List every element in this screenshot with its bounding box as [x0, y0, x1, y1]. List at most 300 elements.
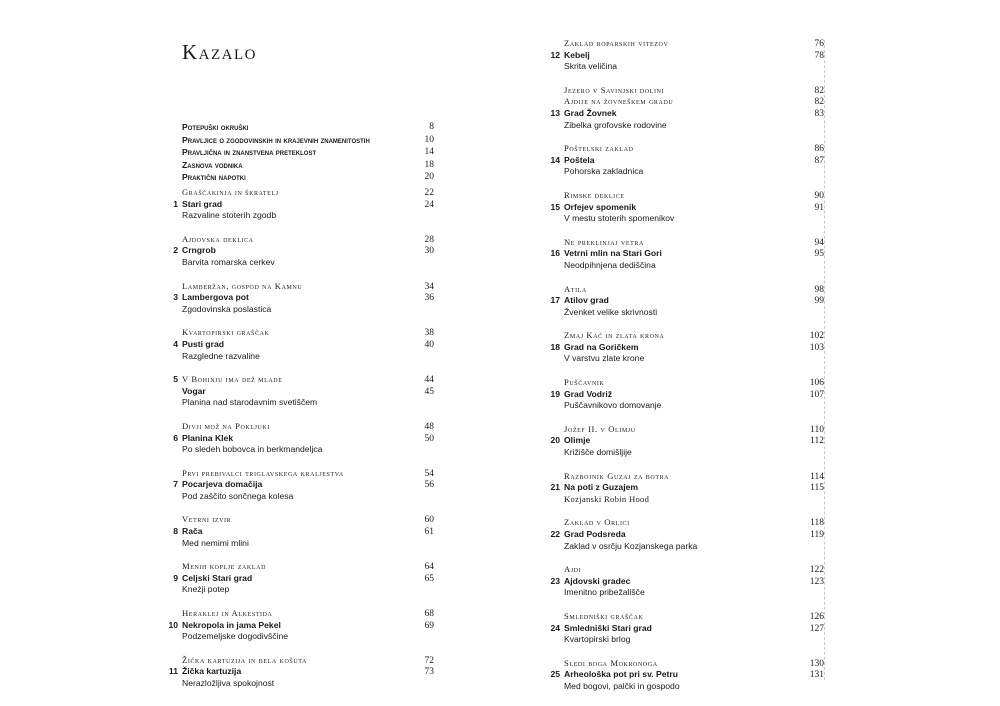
toc-row-label: [168, 666, 242, 678]
toc-group: [173, 467, 434, 503]
toc-group: [173, 514, 434, 549]
place-subtitle: Pohorska zakladnica: [564, 166, 644, 177]
place-subtitle: Razvaline stoterih zgodb: [182, 210, 277, 221]
toc-group: [173, 187, 434, 222]
toc-row-place[interactable]: [550, 388, 824, 401]
toc-row-place[interactable]: [550, 529, 824, 541]
toc-row-label: [182, 655, 307, 667]
toc-row-story[interactable]: [564, 284, 824, 296]
entry-number: 10: [168, 619, 178, 630]
entry-number: 15: [550, 201, 560, 212]
toc-row-place[interactable]: [173, 479, 434, 491]
page-number: 8: [429, 122, 434, 132]
page-number: 83: [814, 108, 824, 119]
toc-row-sub: [182, 491, 434, 503]
toc-row-sub: [182, 257, 434, 269]
toc-row-label: [564, 494, 649, 506]
toc-row-label: [182, 631, 288, 643]
toc-group: [550, 143, 824, 178]
toc-row-story[interactable]: [564, 85, 824, 97]
entry-number: 9: [173, 572, 178, 583]
page-number: 114: [810, 471, 824, 482]
place-subtitle: Neodpihnjena dediščina: [564, 259, 656, 270]
story-title: Poštelski zaklad: [564, 143, 634, 154]
toc-row-place[interactable]: [168, 619, 434, 632]
place-name: Pocarjeva domačija: [182, 479, 263, 490]
toc-row-story[interactable]: [564, 517, 824, 529]
toc-row-sub: [564, 213, 824, 225]
place-subtitle: Kvartopirski brlog: [564, 634, 631, 645]
place-subtitle: Žvenket velike skrivnosti: [564, 306, 658, 317]
toc-row-label: [182, 678, 274, 690]
place-name: Grad Vodriž: [564, 388, 613, 399]
toc-row-label: [182, 561, 266, 573]
page-number: 22: [424, 188, 434, 198]
toc-group: [173, 233, 434, 269]
page-number: 82: [814, 97, 824, 108]
toc-row-label: [564, 634, 630, 646]
page-number: 40: [424, 339, 434, 350]
toc-row-label: [564, 517, 630, 529]
entry-number: 24: [550, 622, 560, 633]
page-number: 130: [809, 658, 824, 669]
toc-row-label: [550, 295, 609, 307]
toc-row-label: [182, 386, 206, 398]
toc-row-label: [182, 351, 260, 363]
toc-row-label: [550, 669, 678, 681]
toc-row-story[interactable]: [564, 564, 824, 576]
toc-row-place[interactable]: [182, 386, 434, 398]
page-edge-divider: [824, 40, 825, 680]
toc-row-story[interactable]: [564, 38, 824, 50]
toc-row-story[interactable]: [564, 471, 824, 483]
story-title: Zaklad v Orlici: [564, 517, 630, 528]
toc-group: [550, 377, 824, 412]
right-page: [500, 0, 1000, 706]
page-number: 44: [424, 375, 434, 386]
intro-entry[interactable]: [182, 159, 434, 172]
page-number: 64: [424, 562, 434, 573]
place-subtitle: Zibelka grofovske rodovine: [564, 119, 667, 130]
toc-row-story[interactable]: [182, 187, 434, 199]
toc-column-left: [168, 187, 434, 702]
toc-row-label: [564, 284, 587, 296]
toc-row-story[interactable]: [182, 421, 434, 433]
page-number: 94: [814, 237, 824, 248]
story-title: Zaklad roparskih vitezov: [564, 38, 669, 48]
toc-row-story[interactable]: [182, 514, 434, 526]
toc-row-label: [182, 187, 279, 199]
entry-number: 7: [173, 479, 178, 490]
place-subtitle: Podzemeljske dogodivščine: [182, 631, 289, 642]
toc-row-label: [173, 338, 225, 351]
page-number: 127: [809, 623, 824, 634]
toc-row-sub: [182, 538, 434, 550]
place-name: Grad Podsreda: [564, 529, 626, 539]
toc-row-sub: [182, 351, 434, 363]
toc-group: [173, 374, 434, 409]
toc-row-label: [564, 587, 645, 599]
toc-row-place[interactable]: [550, 622, 824, 635]
toc-row-story[interactable]: [564, 330, 824, 342]
page-number: 131: [809, 670, 824, 681]
toc-row-label: [182, 421, 270, 433]
intro-entry[interactable]: [182, 146, 434, 159]
toc-row-story[interactable]: [564, 424, 824, 436]
place-name: Na poti z Guzajem: [564, 482, 639, 493]
page-number: 34: [424, 281, 434, 292]
place-subtitle: Zgodovinska poslastica: [182, 303, 272, 314]
toc-row-label: [550, 622, 652, 635]
toc-row-place[interactable]: [550, 575, 824, 588]
toc-row-label: [182, 281, 302, 293]
place-name: Stari grad: [182, 198, 223, 209]
place-subtitle: Imenitno pribežališče: [564, 587, 645, 598]
place-name: Nekropola in jama Pekel: [182, 619, 281, 630]
story-title: Menih koplje zaklad: [182, 561, 266, 572]
story-title: Atila: [564, 283, 587, 294]
toc-row-story[interactable]: [182, 281, 434, 293]
story-title: Ajdi: [564, 564, 582, 575]
place-name: Lambergova pot: [182, 292, 249, 303]
toc-row-story[interactable]: [564, 377, 824, 389]
place-subtitle: Planina nad starodavnim svetiščem: [182, 397, 318, 408]
toc-row-place[interactable]: [550, 154, 824, 167]
toc-row-place[interactable]: [550, 669, 824, 681]
story-title: Lamberžan, gospod na Kamnu: [182, 280, 303, 291]
story-title: Zmaj Kač in zlata krona: [564, 330, 665, 341]
toc-group: [173, 327, 434, 362]
toc-row-label: [173, 432, 234, 445]
story-title: Puščavnik: [564, 377, 605, 388]
place-name: Žička kartuzija: [182, 666, 242, 677]
toc-row-sub: [564, 307, 824, 319]
page-number: 82: [814, 85, 824, 96]
entry-number: 23: [550, 575, 560, 586]
toc-row-story[interactable]: [182, 655, 434, 667]
toc-row-label: [182, 468, 344, 480]
page-number: 65: [424, 573, 434, 584]
page-number: 45: [424, 386, 434, 397]
toc-row-story[interactable]: [564, 611, 824, 623]
place-name: Arheološka pot pri sv. Petru: [564, 669, 678, 680]
toc-row-label: [173, 526, 203, 538]
page-number: 56: [424, 480, 434, 491]
toc-row-label: [564, 61, 617, 73]
toc-row-label: [550, 435, 591, 447]
toc-group: [550, 330, 824, 365]
toc-row-label: [182, 444, 322, 456]
place-name: Rača: [182, 526, 203, 537]
toc-row-label: [173, 374, 283, 386]
story-title: Ajdije na žovneškem gradu: [564, 96, 674, 107]
toc-row-label: [173, 572, 253, 585]
toc-row-place[interactable]: [550, 482, 824, 494]
page-number: 61: [424, 527, 434, 538]
toc-row-label: [564, 424, 636, 436]
page-number: 122: [809, 565, 824, 576]
entry-number: 3: [173, 292, 178, 303]
intro-entry-title: Praktični napotki: [182, 172, 246, 182]
entry-number: 19: [550, 388, 560, 399]
toc-row-label: [564, 143, 634, 155]
page-number: 10: [424, 134, 434, 145]
toc-row-label: [182, 397, 317, 409]
page-number: 30: [424, 246, 434, 257]
page-number: 119: [810, 530, 824, 540]
entry-number: 12: [550, 49, 560, 60]
toc-row-sub: [564, 353, 824, 365]
toc-row-label: [564, 658, 658, 670]
toc-group: [550, 564, 824, 599]
toc-group: [173, 280, 434, 316]
toc-row-place[interactable]: [550, 435, 824, 447]
toc-row-sub: [182, 304, 434, 316]
toc-row-sub: [564, 260, 824, 272]
toc-column-right: [550, 38, 824, 705]
page-number: 110: [810, 424, 824, 435]
toc-row-sub: [564, 400, 824, 412]
toc-row-label: [564, 120, 667, 132]
toc-row-place[interactable]: [550, 49, 824, 62]
toc-row-label: [564, 541, 697, 553]
place-subtitle: Puščavnikovo domovanje: [564, 400, 662, 411]
toc-row-label: [550, 341, 639, 354]
place-name: Vetrni mlin na Stari Gori: [564, 248, 662, 259]
toc-group: [550, 657, 824, 693]
toc-row-story[interactable]: [564, 237, 824, 249]
entry-number: 4: [173, 338, 178, 349]
toc-row-story[interactable]: [182, 468, 434, 480]
page-number: 50: [424, 433, 434, 444]
place-name: Grad Žovnek: [564, 107, 617, 118]
toc-row-sub: [564, 494, 824, 506]
place-name: Vogar: [182, 385, 206, 396]
toc-row-story[interactable]: [182, 608, 434, 620]
intro-entry[interactable]: [182, 171, 434, 184]
toc-row-place[interactable]: [173, 292, 434, 304]
toc-row-sub: [564, 541, 824, 553]
story-title: Razbojnik Guzaj za botra: [564, 470, 670, 481]
place-subtitle: Kozjanski Robin Hood: [564, 493, 650, 504]
story-title: Sledi boga Mokronoga: [564, 657, 658, 668]
toc-row-label: [564, 307, 657, 319]
entry-number: 17: [550, 295, 560, 306]
place-subtitle: Nerazložljiva spokojnost: [182, 678, 275, 688]
toc-group: [550, 517, 824, 552]
page-number: 76: [814, 39, 824, 49]
toc-row-place[interactable]: [550, 295, 824, 307]
toc-row-label: [564, 260, 656, 272]
intro-entry[interactable]: [182, 134, 434, 147]
entry-number: 20: [550, 435, 560, 446]
entry-number: 14: [550, 154, 560, 165]
toc-row-label: [182, 491, 293, 503]
toc-row-sub: [182, 397, 434, 409]
place-name: Planina Klek: [182, 432, 234, 443]
page-number: 99: [814, 296, 824, 307]
intro-entry[interactable]: [182, 121, 434, 134]
toc-row-place[interactable]: [550, 341, 824, 354]
toc-row-label: [182, 514, 231, 526]
toc-group: [550, 38, 824, 73]
toc-row-place[interactable]: [550, 107, 824, 120]
toc-group: [168, 654, 434, 690]
toc-row-sub: [564, 681, 824, 693]
toc-row-sub: [564, 634, 824, 646]
toc-row-label: [564, 611, 643, 623]
toc-row-sub: [182, 210, 434, 222]
toc-row-label: [564, 377, 604, 389]
page-number: 107: [809, 389, 824, 400]
toc-row-place[interactable]: [173, 572, 434, 585]
story-title: Vetrni izvir: [182, 514, 232, 525]
toc-row-label: [182, 304, 271, 316]
toc-row-story[interactable]: [564, 96, 824, 108]
entry-number: 6: [173, 432, 178, 443]
toc-row-label: [564, 353, 644, 365]
toc-row-sub: [182, 678, 434, 690]
toc-row-story[interactable]: [564, 190, 824, 202]
toc-row-label: [564, 681, 680, 693]
place-name: Celjski Stari grad: [182, 572, 253, 583]
toc-row-place[interactable]: [173, 432, 434, 445]
place-name: Smledniški Stari grad: [564, 622, 652, 633]
page-number: 14: [424, 147, 434, 157]
place-name: Poštela: [564, 154, 595, 165]
toc-row-label: [550, 107, 617, 120]
story-title: Divji mož na Pokljuki: [182, 420, 271, 431]
story-title: Jožef II. v Olimju: [564, 423, 636, 434]
story-title: Kvartopirski graščak: [182, 327, 270, 338]
page-number: 38: [424, 328, 434, 339]
intro-section: [182, 121, 434, 184]
page-number: 90: [814, 190, 824, 201]
toc-group: [550, 84, 824, 131]
toc-row-sub: [182, 584, 434, 596]
toc-row-story[interactable]: [564, 658, 824, 670]
toc-row-story[interactable]: [182, 561, 434, 573]
toc-row-place[interactable]: [550, 248, 824, 260]
toc-row-place[interactable]: [173, 338, 434, 351]
toc-row-label: [182, 538, 249, 550]
page-number: 98: [814, 284, 824, 295]
toc-group: [168, 608, 434, 643]
toc-row-place[interactable]: [168, 666, 434, 678]
toc-row-label: [564, 447, 632, 459]
entry-number: 2: [173, 245, 178, 256]
toc-row-label: [564, 471, 669, 483]
entry-number: 21: [550, 482, 560, 493]
page-number: 18: [424, 159, 434, 170]
story-title: Smledniški graščak: [564, 610, 644, 621]
place-subtitle: Med bogovi, palčki in gospodo: [564, 680, 680, 691]
page-number: 115: [810, 483, 824, 494]
page-number: 69: [424, 620, 434, 631]
toc-row-place[interactable]: [550, 201, 824, 214]
place-subtitle: Zaklad v osrčju Kozjanskega parka: [564, 540, 698, 551]
toc-group: [550, 423, 824, 459]
intro-entry-title: Zasnova vodnika: [182, 159, 243, 170]
page-number: 54: [424, 468, 434, 479]
entry-number: 11: [168, 666, 178, 677]
entry-number: 18: [550, 341, 560, 352]
toc-group: [173, 561, 434, 596]
toc-group: [550, 283, 824, 319]
page-number: 103: [809, 342, 824, 353]
entry-number: 13: [550, 107, 560, 118]
place-subtitle: Skrita veličina: [564, 61, 618, 72]
toc-row-story[interactable]: [173, 374, 434, 386]
toc-row-label: [168, 619, 281, 632]
toc-row-label: [564, 237, 644, 249]
page-number: 48: [424, 421, 434, 432]
place-name: Pusti grad: [182, 338, 225, 349]
toc-row-sub: [564, 587, 824, 599]
toc-row-label: [564, 38, 668, 50]
page-number: 20: [424, 172, 434, 182]
toc-row-label: [564, 330, 664, 342]
toc-row-label: [550, 575, 631, 588]
toc-row-place[interactable]: [173, 245, 434, 257]
place-subtitle: Pod zaščito sončnega kolesa: [182, 490, 294, 501]
toc-row-story[interactable]: [182, 327, 434, 339]
story-title: V Bohinju ima dež mlade: [182, 374, 283, 385]
toc-row-label: [173, 292, 249, 304]
toc-row-label: [182, 608, 273, 620]
place-name: Orfejev spomenik: [564, 201, 637, 212]
page-number: 126: [809, 611, 824, 622]
toc-row-label: [564, 213, 674, 225]
story-title: Ne preklinjaj vetra: [564, 236, 644, 247]
toc-row-sub: [564, 61, 824, 73]
toc-row-place[interactable]: [173, 198, 434, 211]
toc-row-label: [173, 479, 263, 491]
page-number: 123: [809, 576, 824, 587]
page-number: 73: [424, 667, 434, 678]
toc-row-label: [564, 564, 581, 576]
story-title: Ajdovska deklica: [182, 233, 254, 244]
toc-row-story[interactable]: [564, 143, 824, 155]
place-name: Atilov grad: [564, 295, 609, 306]
place-subtitle: Med nemimi mlini: [182, 537, 249, 548]
place-name: Grad na Goričkem: [564, 341, 639, 352]
entry-number: 1: [173, 198, 178, 209]
toc-row-label: [173, 245, 216, 257]
toc-row-label: [550, 482, 639, 494]
toc-row-place[interactable]: [173, 526, 434, 538]
page-number: 102: [809, 331, 824, 342]
story-title: Jezero v Savinjski dolini: [564, 84, 665, 95]
entry-number: 16: [550, 248, 560, 259]
toc-group: [550, 610, 824, 646]
toc-row-label: [564, 190, 625, 202]
place-subtitle: Razgledne razvaline: [182, 350, 260, 361]
page-title: Kazalo: [182, 40, 257, 64]
toc-row-story[interactable]: [182, 234, 434, 246]
place-subtitle: Barvita romarska cerkev: [182, 256, 275, 267]
page-number: 91: [814, 202, 824, 213]
page-number: 86: [814, 144, 824, 155]
toc-row-label: [550, 529, 626, 541]
toc-row-sub: [564, 447, 824, 459]
toc-row-label: [550, 154, 595, 167]
toc-row-label: [550, 388, 613, 401]
toc-group: [550, 470, 824, 506]
toc-row-label: [550, 248, 662, 260]
intro-entry-title: Pravljice o zgodovinskih in krajevnih znamenitostih: [182, 134, 370, 145]
entry-number: 5: [173, 374, 178, 385]
